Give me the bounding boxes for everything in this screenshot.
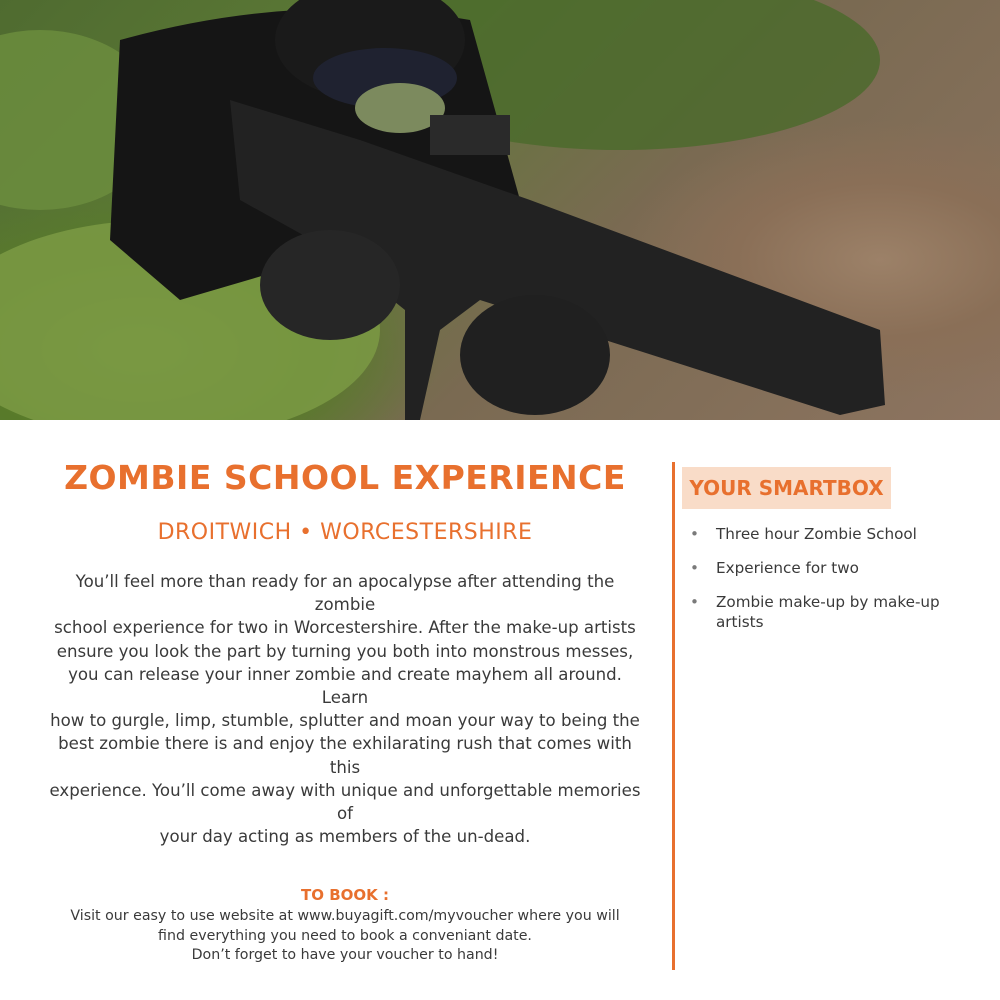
smartbox-list [690,524,940,646]
booking-heading: TO BOOK : [301,886,389,904]
list-item-text: Three hour Zombie School [716,525,917,543]
list-item [690,558,940,578]
hero-photo [0,0,1000,420]
description-line: how to gurgle, limp, stumble, splutter and moan your way to being the [50,711,640,731]
page-title: ZOMBIE SCHOOL EXPERIENCE [64,458,626,497]
list-item [690,524,940,544]
description-line: your day acting as members of the un-dead. [159,827,531,847]
booking-line: find everything you need to book a conveniant date. [158,928,532,944]
description-line: You’ll feel more than ready for an apocalypse after attending the zombie [75,572,615,615]
description-line: experience. You’ll come away with unique and unforgettable memories of [49,780,641,824]
list-item [690,592,940,632]
location-subtitle: DROITWICH • WORCESTERSHIRE [157,520,533,545]
description-line: school experience for two in Worcestershire. After the make-up artists [54,618,636,638]
bullet-icon: • [690,525,699,543]
column-divider [672,462,675,970]
description-line: you can release your inner zombie and create mayhem all around. Learn [68,664,622,708]
bullet-icon: • [690,559,699,577]
list-item-text: Experience for two [716,559,859,577]
booking-line: Don’t forget to have your voucher to hand! [191,947,499,963]
description [46,570,644,848]
bullet-icon: • [690,593,699,611]
hero-illustration [0,0,1000,420]
description-line: ensure you look the part by turning you both into monstrous messes, [56,641,634,661]
list-item-text: Zombie make-up by make-up artists [716,593,940,631]
booking-line: Visit our easy to use website at www.buyagift.com/myvoucher where you will [70,908,620,924]
smartbox-heading: YOUR SMARTBOX [682,467,891,509]
description-line: best zombie there is and enjoy the exhilarating rush that comes with this [58,734,632,777]
